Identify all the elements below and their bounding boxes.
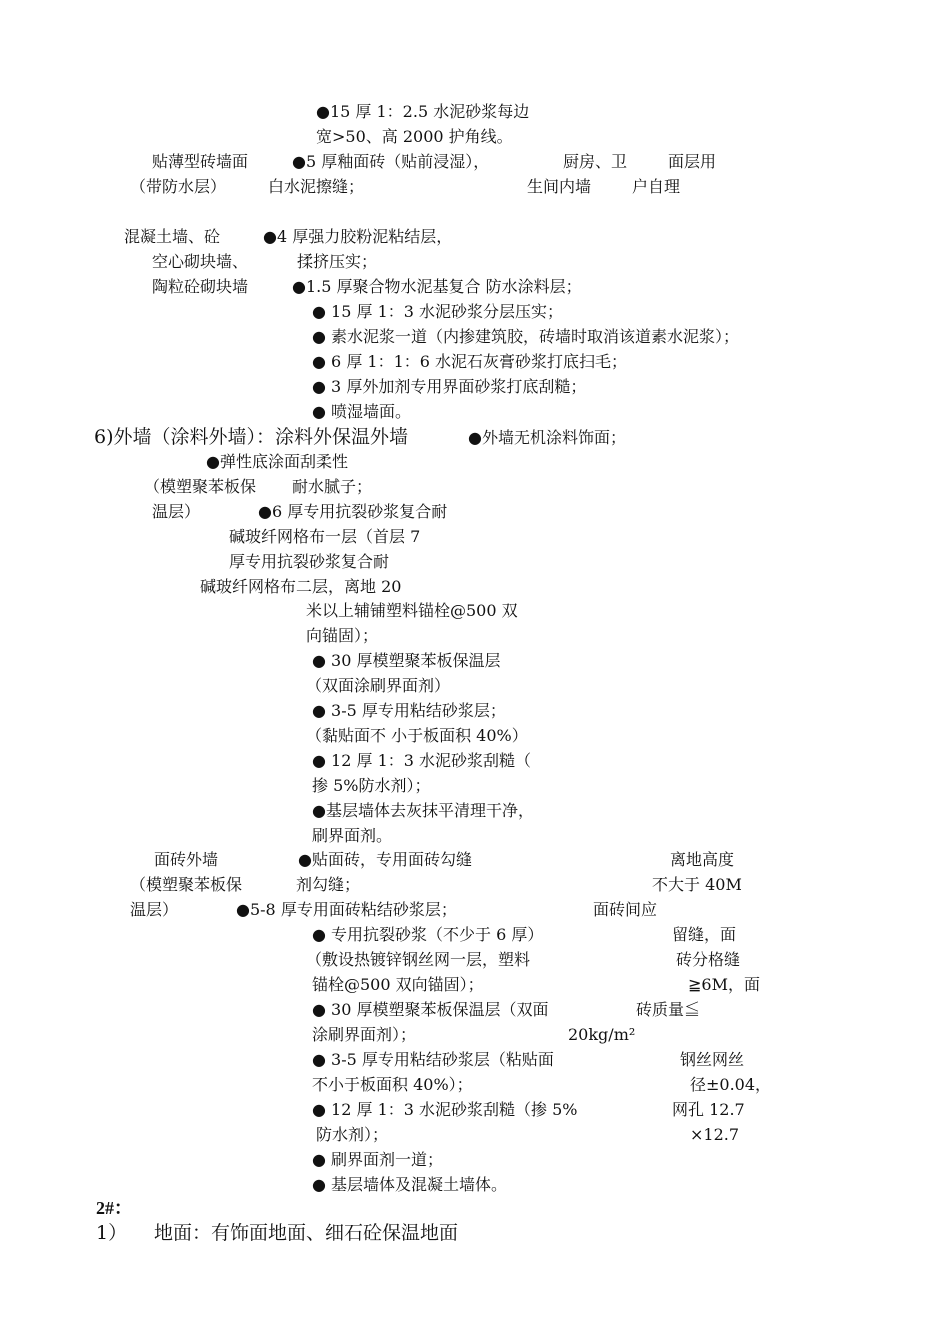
text-line: （敷设热镀锌钢丝网一层，塑料 bbox=[306, 950, 531, 969]
text-line: ●6 厚专用抗裂砂浆复合耐 bbox=[258, 502, 448, 521]
text-line: 温层） bbox=[130, 900, 179, 919]
text-line: ● 专用抗裂砂浆（不少于 6 厚） bbox=[312, 925, 544, 944]
text-line: 径±0.04， bbox=[690, 1075, 772, 1094]
text-line: 砖分格缝 bbox=[676, 950, 741, 969]
text-line: 户自理 bbox=[632, 177, 681, 196]
text-line: ●基层墙体去灰抹平清理干净， bbox=[312, 801, 534, 820]
text-line: ●外墙无机涂料饰面； bbox=[468, 428, 626, 447]
text-line: 剂勾缝； bbox=[296, 875, 361, 894]
text-line: 宽>50、高 2000 护角线。 bbox=[316, 127, 513, 146]
text-line: 揉挤压实； bbox=[297, 252, 378, 271]
text-line: ● 3 厚外加剂专用界面砂浆打底刮糙； bbox=[312, 377, 587, 396]
text-line: 面层用 bbox=[668, 152, 717, 171]
text-line: ●1.5 厚聚合物水泥基复合 防水涂料层； bbox=[292, 277, 582, 296]
text-line: 生间内墙 bbox=[527, 177, 592, 196]
text-line: （模塑聚苯板保 bbox=[144, 477, 257, 496]
text-line: ● 30 厚模塑聚苯板保温层 bbox=[312, 651, 501, 670]
text-line: 米以上辅铺塑料锚栓@500 双 bbox=[306, 601, 518, 620]
text-line: 陶粒砼砌块墙 bbox=[152, 277, 249, 296]
text-line: ● 15 厚 1：3 水泥砂浆分层压实； bbox=[312, 302, 564, 321]
text-line: ● 12 厚 1：3 水泥砂浆刮糙（掺 5% bbox=[312, 1100, 578, 1119]
text-line: ≧6M，面 bbox=[688, 975, 760, 994]
text-line: ● 3-5 厚专用粘结砂浆层（粘贴面 bbox=[312, 1050, 554, 1069]
text-line: ×12.7 bbox=[690, 1125, 740, 1144]
text-line: 混凝土墙、砼 bbox=[124, 227, 221, 246]
text-line: 刷界面剂。 bbox=[312, 826, 393, 845]
text-line: 留缝，面 bbox=[672, 925, 737, 944]
text-line: 钢丝网丝 bbox=[680, 1050, 745, 1069]
text-line: ● 30 厚模塑聚苯板保温层（双面 bbox=[312, 1000, 549, 1019]
text-line: 20kg/m² bbox=[568, 1025, 636, 1044]
text-line: 掺 5%防水剂）； bbox=[312, 776, 431, 795]
text-line: 厚专用抗裂砂浆复合耐 bbox=[229, 552, 390, 571]
list-marker: 1） bbox=[96, 1222, 128, 1244]
text-line: 空心砌块墙、 bbox=[152, 252, 249, 271]
text-line: ●5 厚釉面砖（贴前浸湿）， bbox=[292, 152, 490, 171]
text-line: （模塑聚苯板保 bbox=[130, 875, 243, 894]
text-line: 碱玻纤网格布二层，离地 20 bbox=[200, 577, 402, 596]
text-line: 碱玻纤网格布一层（首层 7 bbox=[229, 527, 421, 546]
text-line: 面砖间应 bbox=[593, 900, 658, 919]
text-line: 向锚固）； bbox=[306, 626, 379, 645]
section-heading: 2#： bbox=[96, 1198, 132, 1218]
text-line: （双面涂刷界面剂） bbox=[306, 676, 451, 695]
text-line: ● 3-5 厚专用粘结砂浆层； bbox=[312, 701, 506, 720]
text-line: （黏贴面不 小于板面积 40%） bbox=[306, 726, 528, 745]
text-line: （带防水层） bbox=[130, 177, 227, 196]
text-line: ●贴面砖，专用面砖勾缝 bbox=[298, 850, 472, 869]
text-line: ●弹性底涂面刮柔性 bbox=[206, 452, 348, 471]
text-line: ●15 厚 1：2.5 水泥砂浆每边 bbox=[316, 102, 530, 121]
text-line: 不小于板面积 40%）； bbox=[312, 1075, 473, 1094]
text-line: 不大于 40M bbox=[652, 875, 742, 894]
text-line: 网孔 12.7 bbox=[672, 1100, 745, 1119]
text-line: 锚栓@500 双向锚固）； bbox=[312, 975, 484, 994]
text-line: ● 喷湿墙面。 bbox=[312, 402, 412, 421]
text-line: 贴薄型砖墙面 bbox=[152, 152, 249, 171]
section-heading: 地面：有饰面地面、细石砼保温地面 bbox=[154, 1222, 459, 1244]
text-line: 厨房、卫 bbox=[563, 152, 628, 171]
section-heading: 6)外墙（涂料外墙）：涂料外保温外墙 bbox=[94, 426, 409, 448]
text-line: ● 6 厚 1：1：6 水泥石灰膏砂浆打底扫毛； bbox=[312, 352, 628, 371]
text-line: ●5-8 厚专用面砖粘结砂浆层； bbox=[236, 900, 457, 919]
text-line: ● 12 厚 1：3 水泥砂浆刮糙（ bbox=[312, 751, 532, 770]
text-line: 防水剂）； bbox=[316, 1125, 389, 1144]
text-line: ● 素水泥浆一道（内掺建筑胶，砖墙时取消该道素水泥浆）； bbox=[312, 327, 740, 346]
text-line: ● 刷界面剂一道； bbox=[312, 1150, 444, 1169]
text-line: 离地高度 bbox=[670, 850, 735, 869]
text-line: 耐水腻子； bbox=[292, 477, 373, 496]
text-line: 温层） bbox=[152, 502, 201, 521]
text-line: 砖质量≦ bbox=[636, 1000, 701, 1019]
text-line: ● 基层墙体及混凝土墙体。 bbox=[312, 1175, 508, 1194]
text-line: 涂刷界面剂）； bbox=[312, 1025, 417, 1044]
text-line: 白水泥擦缝； bbox=[268, 177, 365, 196]
text-line: ●4 厚强力胶粉泥粘结层， bbox=[263, 227, 453, 246]
text-line: 面砖外墙 bbox=[154, 850, 219, 869]
